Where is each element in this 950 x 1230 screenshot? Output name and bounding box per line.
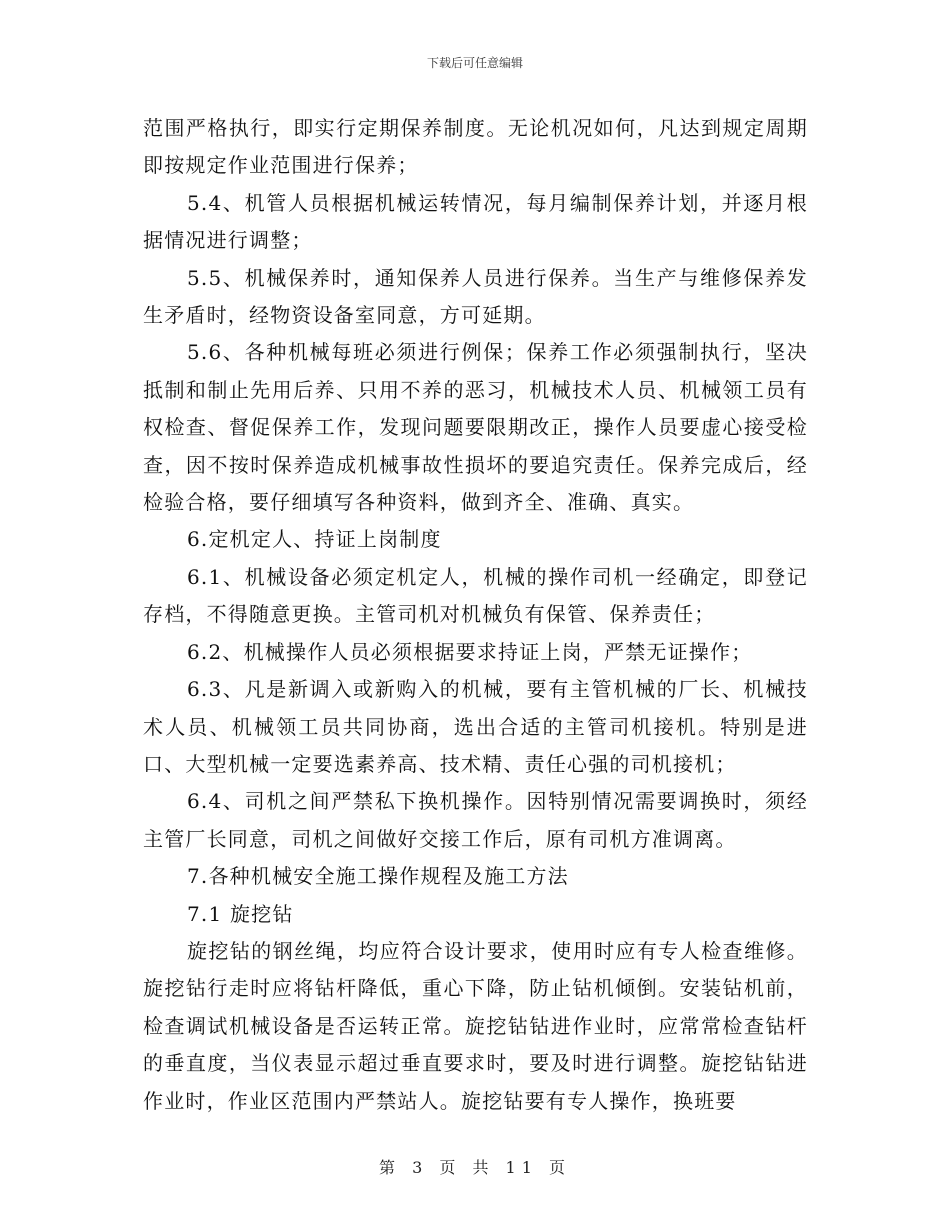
paragraph: 范围严格执行，即实行定期保养制度。无论机况如何，凡达到规定周期即按规定作业范围进行保养；: [143, 116, 808, 178]
section-heading: 7.各种机械安全施工操作规程及施工方法: [187, 864, 569, 889]
page-header: 下载后可任意编辑: [426, 56, 523, 70]
section-heading: 6.定机定人、持证上岗制度: [187, 527, 442, 552]
document-body: [143, 110, 808, 1120]
paragraph: 6.2、机械操作人员必须根据要求持证上岗，严禁无证操作；: [187, 639, 753, 664]
paragraph: 5.4、机管人员根据机械运转情况，每月编制保养计划，并逐月根据情况进行调整；: [143, 190, 808, 253]
paragraph: 6.1、机械设备必须定机定人，机械的操作司机一经确定，即登记存档，不得随意更换。主管司机对机械负有保管、保养责任；: [143, 564, 808, 627]
paragraph: 6.3、凡是新调入或新购入的机械，要有主管机械的厂长、机械技术人员、机械领工员共同协商，选出合适的主管司机接机。特别是进口、大型机械一定要选素养高、技术精、责任心强的司机接机；: [143, 677, 808, 776]
subsection-heading: 7.1 旋挖钻: [187, 901, 294, 926]
paragraph: 5.5、机械保养时，通知保养人员进行保养。当生产与维修保养发生矛盾时，经物资设备室同意，方可延期。: [143, 265, 808, 328]
paragraph: 6.4、司机之间严禁私下换机操作。因特别情况需要调换时，须经主管厂长同意，司机之间做好交接工作后，原有司机方准调离。: [143, 789, 808, 851]
paragraph: 旋挖钻的钢丝绳，均应符合设计要求，使用时应有专人检查维修。旋挖钻行走时应将钻杆降低，重心下降，防止钻机倾倒。安装钻机前，检查调试机械设备是否运转正常。旋挖钻钻进作业时，应常常检查钻杆的垂直度，当仪表显示超过垂直要求时，要及时进行调整。旋挖钻钻进作业时，作业区范围内严禁站人。旋挖钻要有专人操作，换班要: [143, 938, 808, 1113]
page-number-footer: 第 3 页 共 11 页: [379, 1158, 571, 1177]
paragraph: 5.6、各种机械每班必须进行例保；保养工作必须强制执行，坚决抵制和制止先用后养、只用不养的恶习，机械技术人员、机械领工员有权检查、督促保养工作，发现问题要限期改正，操作人员要虚心接受检查，因不按时保养造成机械事故性损坏的要追究责任。保养完成后，经检验合格，要仔细填写各种资料，做到齐全、准确、真实。: [143, 340, 808, 515]
